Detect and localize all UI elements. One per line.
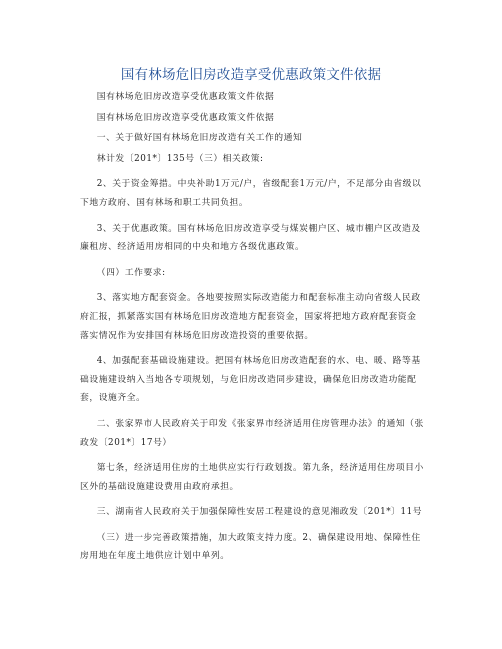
- paragraph: 三、湖南省人民政府关于加强保障性安居工程建设的意见湘政发〔201*〕11号: [96, 507, 423, 518]
- paragraph: 3、关于优惠政策。国有林场危旧房改造享受与煤炭棚户区、城市棚户区改造及廉租房、经济适用房相同的中央和地方各级优惠政策。: [80, 223, 421, 253]
- paragraph: 一、关于做好国有林场危旧房改造有关工作的通知: [96, 133, 303, 144]
- paragraph: 2、关于资金筹措。中央补助1万元/户，省级配套1万元/户，不足部分由省级以下地方政府、国有林场和职工共同负担。: [80, 179, 422, 208]
- paragraph: （三）进一步完善政策措施，加大政策支持力度。2、确保建设用地、保障性住房用地在年度土地供应计划中单列。: [80, 532, 421, 562]
- paragraph: 4、加强配套基础设施建设。把国有林场危旧房改造配套的水、电、暖、路等基础设施建设纳入当地各专项规划，与危旧房改造同步建设，确保危旧房改造功能配套，设施齐全。: [80, 356, 421, 404]
- paragraph: 林计发〔201*〕135号（三）相关政策:: [96, 153, 264, 164]
- document-title: 国有林场危旧房改造享受优惠政策文件依据: [120, 67, 382, 83]
- paragraph: 二、张家界市人民政府关于印发《张家界市经济适用住房管理办法》的通知（张政发〔201*〕17号）: [80, 418, 424, 448]
- paragraph: 国有林场危旧房改造享受优惠政策文件依据: [96, 112, 275, 123]
- paragraph: （四）工作要求:: [96, 267, 166, 278]
- paragraph: 第七条，经济适用住房的土地供应实行行政划拨。第九条，经济适用住房项目小区外的基础设施建设费用由政府承担。: [80, 463, 424, 492]
- paragraph: 3、落实地方配套资金。各地要按照实际改造能力和配套标准主动向省级人民政府汇报，抓紧落实国有林场危旧房改造地方配套资金，国家将把地方政府配套资金落实情况作为安排国有林场危旧房改造投资的重要依据。: [80, 293, 421, 341]
- document-body: [80, 88, 424, 573]
- paragraph: 国有林场危旧房改造享受优惠政策文件依据: [96, 92, 275, 102]
